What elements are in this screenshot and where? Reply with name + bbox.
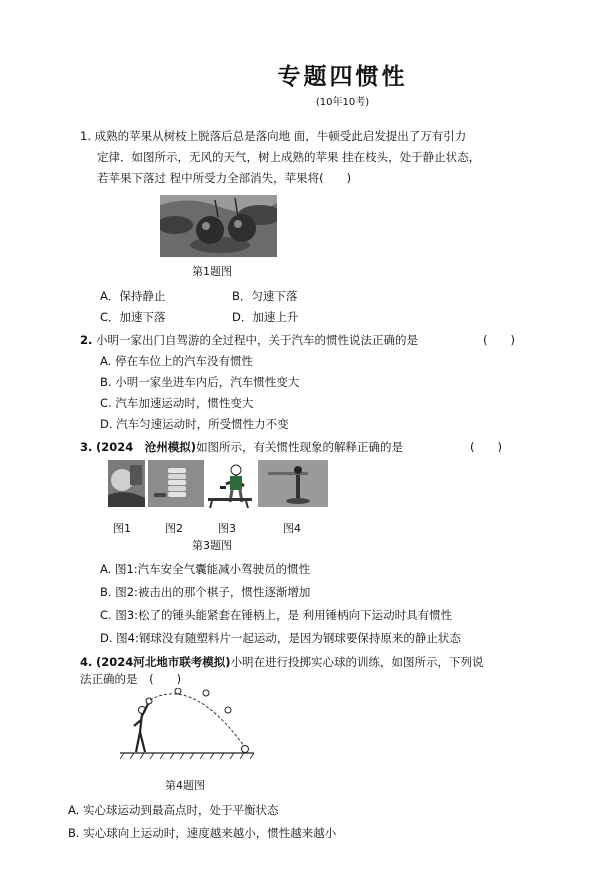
q3-figure-caption: 第3题图 (192, 539, 232, 552)
q3-option-b: B. 图2:被击出的那个棋子，惯性逐渐增加 (100, 585, 311, 599)
q1-line1: 1. 成熟的苹果从树枝上脱落后总是落向地 面，牛顿受此启发提出了万有引力 (80, 129, 467, 143)
q1-option-a: A．保持静止 (100, 289, 166, 303)
q3-fig3-label: 图3 (218, 522, 236, 535)
page-subtitle: (10年10考) (315, 97, 370, 108)
q3-option-a: A. 图1:汽车安全气囊能减小驾驶员的惯性 (100, 562, 311, 576)
fig4-steel-ball-photo (258, 460, 328, 507)
apple-tree-photo (160, 195, 277, 257)
q3-option-d: D. 图4:钢球没有随塑料片一起运动，是因为钢球要保持原来的静止状态 (100, 631, 461, 645)
q4-figure-caption: 第4题图 (165, 779, 205, 792)
q1-option-d: D．加速上升 (232, 310, 299, 324)
q2-answer-paren: ( ) (483, 333, 515, 347)
q1-option-c: C．加速下落 (100, 310, 166, 324)
q4-option-a: A. 实心球运动到最高点时，处于平衡状态 (68, 803, 279, 817)
q3-answer-paren: ( ) (470, 440, 502, 454)
q3-option-c: C. 图3:松了的锤头能紧套在锤柄上，是 利用锤柄向下运动时具有惯性 (100, 608, 453, 622)
q4-answer-paren: ( ) (149, 672, 182, 686)
q1-figure-caption: 第1题图 (192, 265, 232, 278)
q3-number: 3. (80, 440, 93, 454)
q4-stem-line1: 小明在进行投掷实心球的训练，如图所示，下列说 (230, 655, 484, 669)
fig2-chess-stack-photo (148, 460, 204, 507)
q2-option-c: C. 汽车加速运动时，惯性变大 (100, 396, 254, 410)
q4-number: 4. (80, 655, 93, 669)
q2-option-d: D. 汽车匀速运动时，所受惯性力不变 (100, 417, 289, 431)
fig1-airbag-photo (108, 460, 145, 507)
q2-option-b: B. 小明一家坐进车内后，汽车惯性变大 (100, 375, 300, 389)
q2-stem: 小明一家出门自驾游的全过程中，关于汽车的惯性说法正确的是 (96, 333, 419, 347)
q2-option-a: A. 停在车位上的汽车没有惯性 (100, 354, 253, 368)
q1-line2: 定律．如图所示，无风的天气，树上成熟的苹果 挂在枝头，处于静止状态， (97, 150, 481, 164)
ball-throw-diagram (118, 688, 256, 760)
q3-fig4-label: 图4 (283, 522, 301, 535)
q3-stem: 如图所示，有关惯性现象的解释正确的是 (196, 440, 404, 454)
q3-fig2-label: 图2 (165, 522, 183, 535)
page-title: 专题四惯性 (277, 64, 408, 90)
q4-option-b: B. 实心球向上运动时，速度越来越小，惯性越来越小 (68, 826, 337, 840)
q4-source: (2024河北地市联考模拟) (96, 655, 231, 669)
q2-number: 2. (80, 333, 93, 347)
q1-line3: 若苹果下落过 程中所受力全部消失，苹果将( ) (97, 171, 352, 185)
q3-source: (2024 沧州模拟) (96, 440, 197, 454)
fig3-hammer-drawing (206, 462, 252, 508)
q3-fig1-label: 图1 (113, 522, 131, 535)
q4-stem-line2: 法正确的是 (80, 672, 138, 686)
q1-option-b: B．匀速下落 (232, 289, 298, 303)
